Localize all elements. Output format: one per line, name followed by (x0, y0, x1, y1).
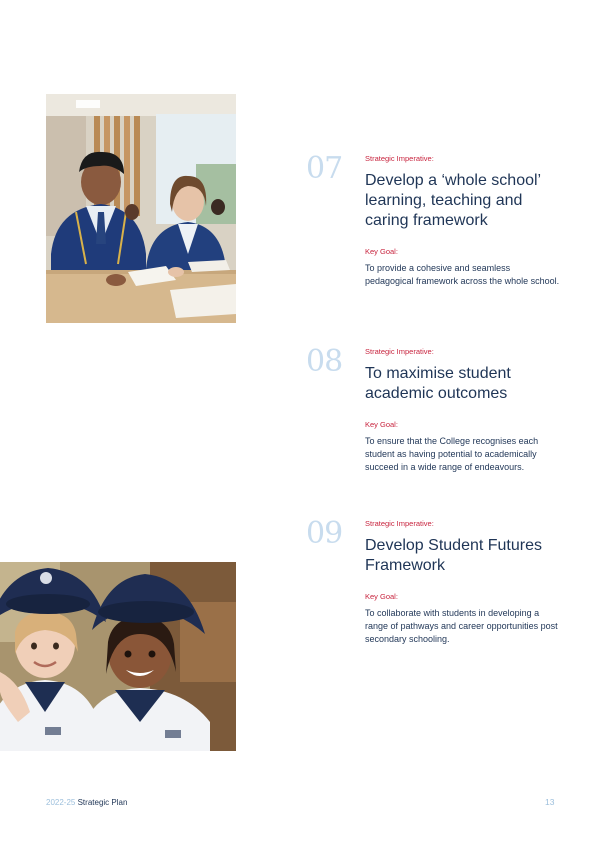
section-number: 07 (306, 151, 343, 186)
strategic-imperative-label: Strategic Imperative: (365, 154, 434, 163)
page-number: 13 (545, 797, 555, 807)
strategic-imperative-title: Develop a ‘whole school’ learning, teaching and caring framework (365, 172, 541, 229)
footer-plan-title (46, 798, 127, 807)
key-goal-text: To collaborate with students in developing a range of pathways and career opportunities post secondary schooling. (365, 608, 558, 644)
students-classroom-photo (46, 94, 236, 323)
key-goal-label: Key Goal: (365, 592, 398, 601)
key-goal-label: Key Goal: (365, 247, 398, 256)
key-goal-text: To ensure that the College recognises each student as having potential to academically succeed in a wide range of endeavours. (365, 436, 539, 472)
strategic-imperative-label: Strategic Imperative: (365, 519, 434, 528)
footer-plan-label: Strategic Plan (77, 798, 128, 807)
section-number: 08 (306, 344, 343, 379)
young-students-photo (0, 562, 236, 751)
key-goal-label: Key Goal: (365, 420, 398, 429)
strategic-imperative-title: Develop Student Futures Framework (365, 537, 542, 574)
footer-years: 2022-25 (46, 798, 76, 807)
strategic-imperative-title: To maximise student academic outcomes (365, 365, 511, 402)
key-goal-text: To provide a cohesive and seamless pedagogical framework across the whole school. (365, 263, 560, 286)
strategic-imperative-label: Strategic Imperative: (365, 347, 434, 356)
section-number: 09 (306, 516, 343, 551)
